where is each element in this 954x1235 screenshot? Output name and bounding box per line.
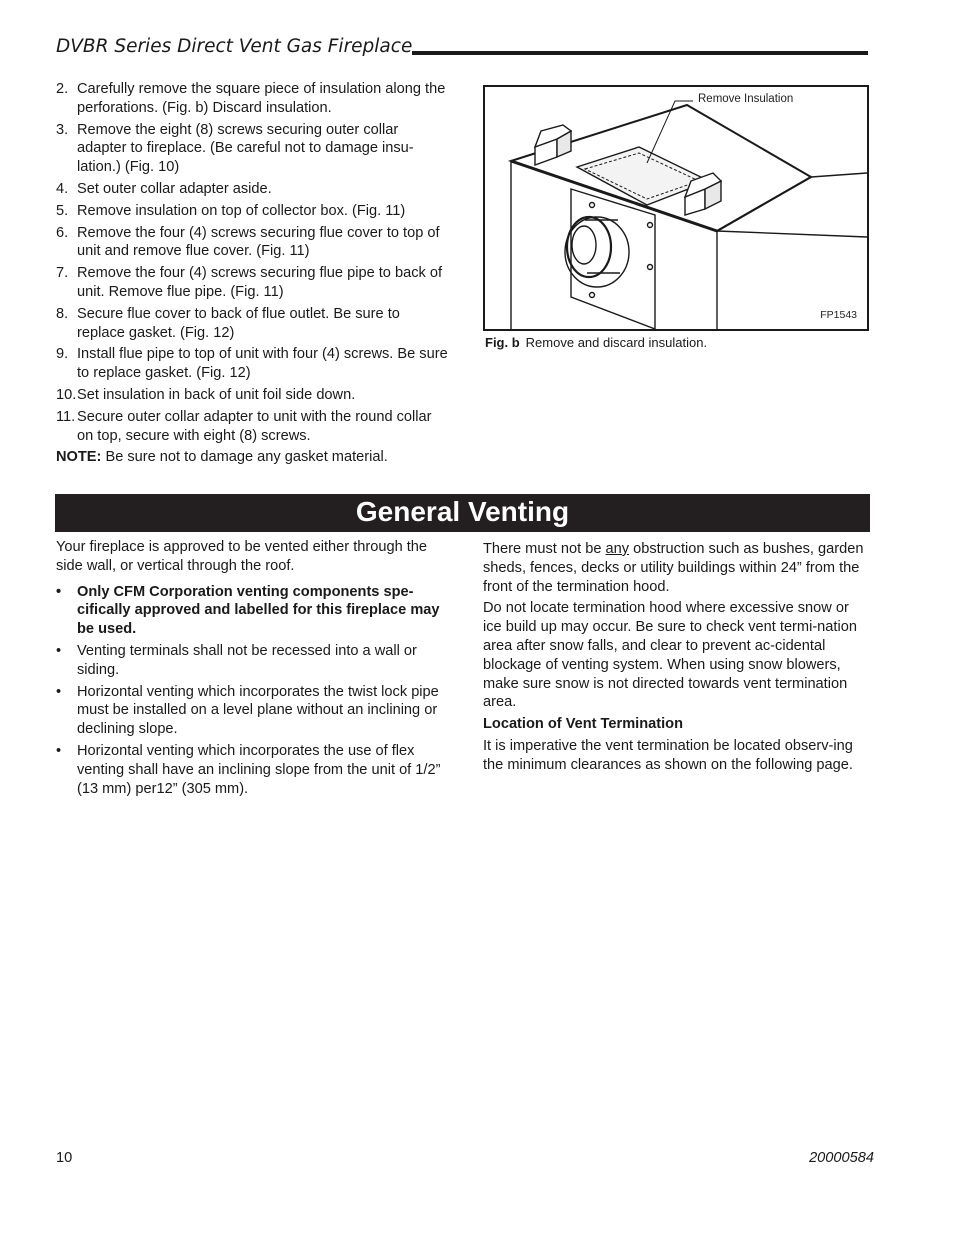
bullet-text: Venting terminals shall not be recessed into a wall or siding.	[77, 642, 417, 678]
step-text: Install flue pipe to top of unit with four (4) screws. Be sure to replace gasket. (Fig. 12)	[77, 346, 448, 382]
step-text: Secure outer collar adapter to unit with the round collar on top, secure with eight (8) screws.	[77, 408, 432, 444]
step-number: 10.	[56, 386, 77, 403]
bullet-text: Horizontal venting which incorporates the twist lock pipe must be installed on a level plane without an inclining or declining slope.	[77, 683, 439, 738]
note-text: Be sure not to damage any gasket material.	[101, 449, 388, 466]
document-number: 20000584	[809, 1150, 874, 1166]
venting-right-column	[483, 540, 871, 778]
step-item	[56, 345, 448, 383]
step-item	[56, 408, 448, 446]
note	[56, 448, 448, 467]
step-text: Secure flue cover to back of flue outlet. Be sure to replace gasket. (Fig. 12)	[77, 305, 400, 341]
step-number: 5.	[56, 202, 69, 219]
bullet-item	[56, 583, 448, 639]
figure-callout: Remove Insulation	[698, 93, 794, 105]
header-rule	[412, 51, 868, 55]
step-text: Remove the four (4) screws securing flue cover to top of unit and remove flue cover. (Fig. 11)	[77, 224, 440, 260]
bullet-item	[56, 683, 448, 739]
step-item	[56, 202, 448, 221]
bullet-mark: •	[56, 742, 62, 759]
step-number: 7.	[56, 265, 69, 282]
page-header-title: DVBR Series Direct Vent Gas Fireplace	[56, 36, 413, 57]
step-item	[56, 224, 448, 262]
section-banner: General Venting	[55, 494, 870, 532]
bullet-item	[56, 642, 448, 680]
step-text: Set outer collar adapter aside.	[77, 180, 272, 197]
step-text: Remove the four (4) screws securing flue pipe to back of unit. Remove flue pipe. (Fig. 11)	[77, 265, 443, 300]
bullet-item	[56, 742, 448, 798]
bullet-mark: •	[56, 642, 62, 659]
bullet-text: Only CFM Corporation venting components spe-cifically approved and labelled for this fireplace may be used.	[77, 583, 440, 638]
obstruction-paragraph	[483, 540, 871, 596]
step-item	[56, 180, 448, 199]
clearance-paragraph: It is imperative the vent termination be located observ-ing the minimum clearances as shown on the following page.	[483, 737, 853, 773]
installation-steps	[56, 80, 448, 467]
bullet-text: Horizontal venting which incorporates the use of flex venting shall have an inclining slope from the unit of 1/2” (13 mm) per12” (305 mm).	[77, 742, 441, 797]
snow-paragraph: Do not locate termination hood where excessive snow or ice build up may occur. Be sure to check vent termi-nation area after snow falls, and clear to prevent ac-cidental blockage of venting system. When using snow blowers, make sure snow is not directed towards vent termination area.	[483, 600, 857, 711]
venting-left-column	[56, 538, 448, 801]
page-number: 10	[56, 1150, 73, 1166]
step-number: 9.	[56, 346, 69, 363]
venting-intro: Your fireplace is approved to be vented either through the side wall, or vertical through the roof.	[56, 539, 428, 574]
step-text: Set insulation in back of unit foil side down.	[77, 386, 356, 403]
fireplace-top-illustration	[485, 87, 867, 329]
step-item	[56, 121, 448, 177]
step-number: 6.	[56, 224, 69, 241]
step-text: Carefully remove the square piece of insulation along the perforations. (Fig. b) Discard insulation.	[77, 81, 446, 116]
figure-caption-text: Remove and discard insulation.	[525, 335, 708, 350]
step-number: 11.	[56, 408, 76, 425]
figure-code: FP1543	[820, 309, 857, 321]
note-label: NOTE:	[56, 449, 102, 466]
step-item	[56, 80, 448, 118]
emphasis-any: any	[605, 541, 630, 557]
step-text: Remove the eight (8) screws securing outer collar adapter to fireplace. (Be careful not to damage insu-lation.) (Fig. 10)	[77, 121, 414, 176]
bullet-mark: •	[56, 683, 62, 700]
figure-b	[483, 85, 869, 331]
figure-caption-label: Fig. b	[485, 335, 520, 350]
step-number: 4.	[56, 180, 69, 197]
step-text: Remove insulation on top of collector box. (Fig. 11)	[77, 202, 406, 219]
bullet-mark: •	[56, 583, 62, 600]
step-item	[56, 386, 448, 405]
figure-caption	[485, 335, 707, 350]
step-item	[56, 305, 448, 343]
obstruction-text-post: obstruction such as bushes, garden sheds, fences, decks or utility buildings within 24” from the front of the termination hood.	[483, 541, 864, 595]
step-number: 3.	[56, 121, 69, 138]
step-number: 2.	[56, 81, 69, 97]
obstruction-text-pre: There must not be	[483, 541, 606, 557]
step-item	[56, 264, 448, 302]
step-number: 8.	[56, 305, 69, 322]
subheading: Location of Vent Termination	[483, 716, 683, 733]
